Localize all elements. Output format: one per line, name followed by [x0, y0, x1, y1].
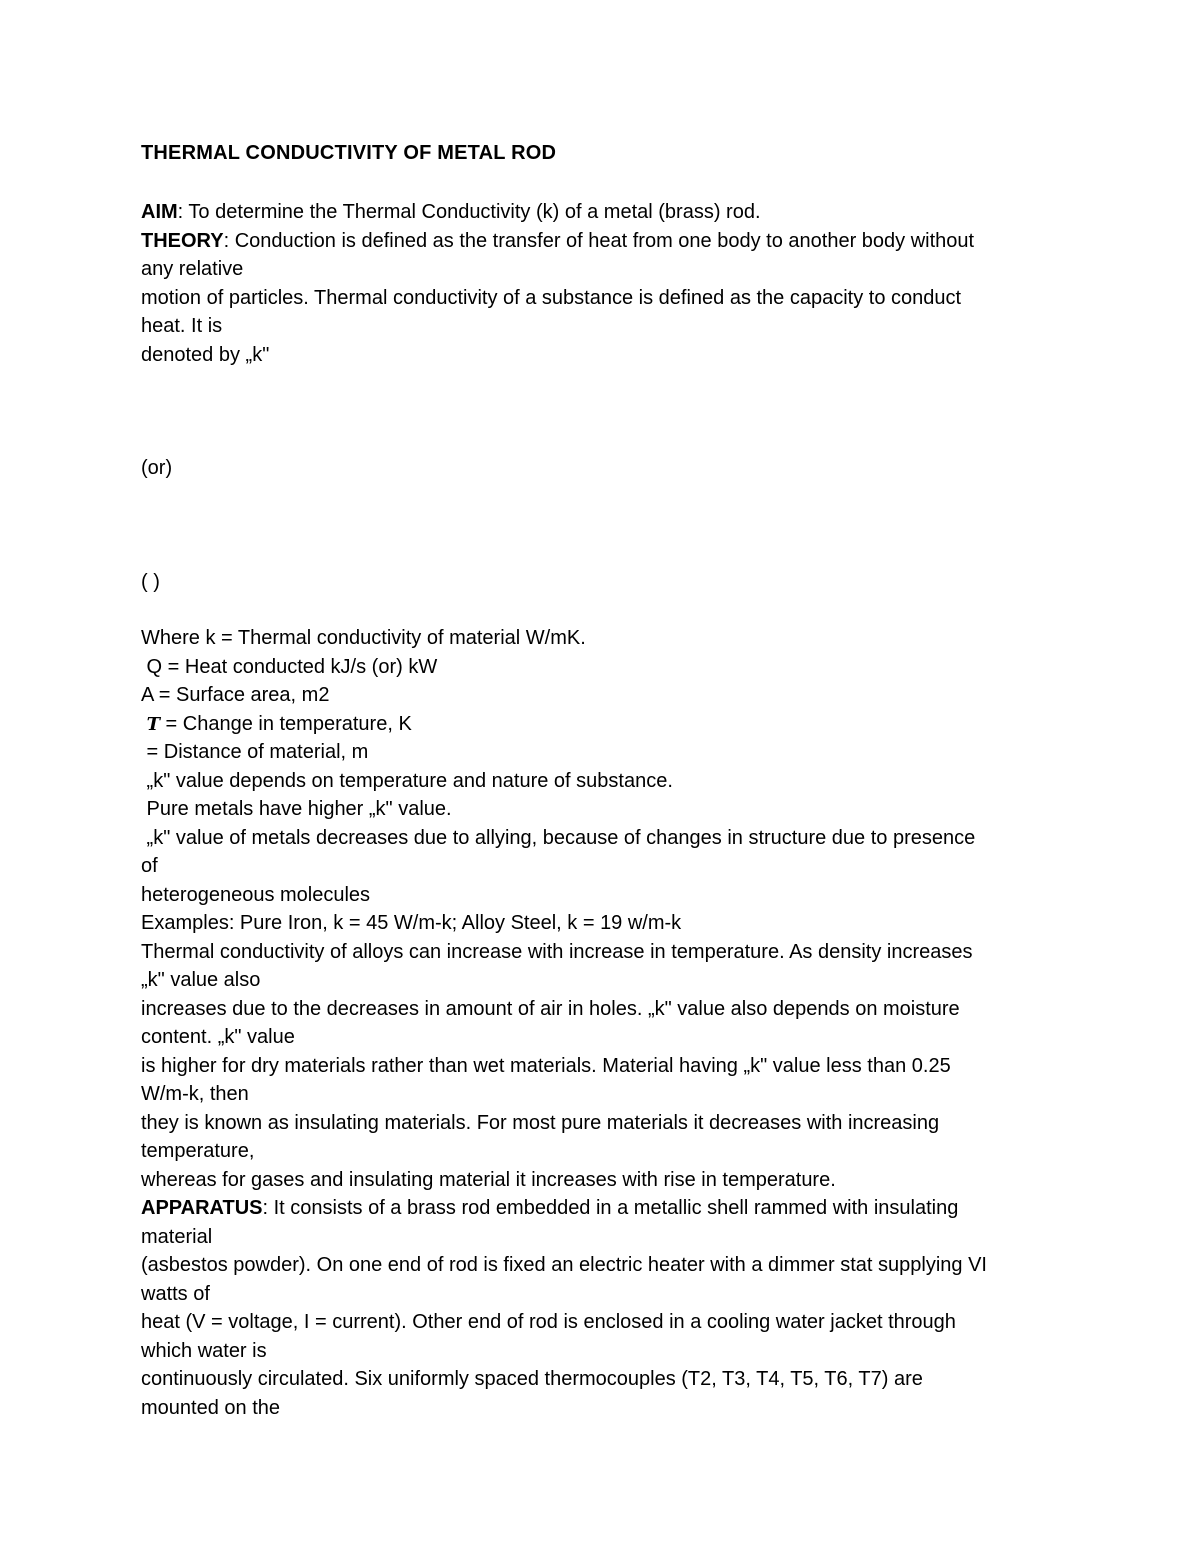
note-line: of [141, 855, 158, 877]
definition-t-text: = Change in temperature, K [159, 712, 412, 735]
note-line: Examples: Pure Iron, k = 45 W/m-k; Alloy Steel, k = 19 w/m-k [141, 912, 682, 934]
note-line: increases due to the decreases in amount of air in holes. „k" value also depends on moisture [141, 997, 960, 1020]
definition-k: Where k = Thermal conductivity of material W/mK. [141, 627, 586, 649]
or-text: (or) [141, 457, 173, 479]
note-line: Pure metals have higher „k" value. [141, 798, 452, 820]
definition-q: Q = Heat conducted kJ/s (or) kW [141, 655, 438, 678]
note-line: Thermal conductivity of alloys can increase with increase in temperature. As density increases [141, 940, 973, 963]
document-body [141, 198, 1071, 1422]
theory-label: THEORY [141, 229, 224, 252]
apparatus-text: : It consists of a brass rod embedded in a metallic shell rammed with insulating [262, 1197, 959, 1219]
page-title: THERMAL CONDUCTIVITY OF METAL ROD [141, 142, 557, 164]
theory-line: heat. It is [141, 315, 223, 337]
note-line: content. „k" value [141, 1026, 295, 1048]
apparatus-line-1 [141, 1194, 1071, 1223]
note-line: „k" value also [141, 969, 261, 991]
theory-line: any relative [141, 258, 244, 280]
apparatus-line: heat (V = voltage, I = current). Other end of rod is enclosed in a cooling water jacket through [141, 1311, 956, 1333]
note-line: „k" value of metals decreases due to allying, because of changes in structure due to presence [141, 826, 976, 849]
theory-line: motion of particles. Thermal conductivity of a substance is defined as the capacity to conduct [141, 286, 962, 309]
apparatus-line: continuously circulated. Six uniformly spaced thermocouples (T2, T3, T4, T5, T6, T7) are [141, 1368, 923, 1390]
apparatus-line: watts of [141, 1282, 210, 1305]
note-line: whereas for gases and insulating material it increases with rise in temperature. [141, 1168, 836, 1191]
note-line: they is known as insulating materials. For most pure materials it decreases with increasing [141, 1111, 940, 1134]
paren-text: ( ) [141, 570, 160, 593]
apparatus-label: APPARATUS [141, 1197, 263, 1219]
temperature-symbol: T [146, 713, 160, 735]
definition-a: A = Surface area, m2 [141, 684, 330, 706]
aim-text: : To determine the Thermal Conductivity (k) of a metal (brass) rod. [177, 201, 761, 223]
theory-line: denoted by „k" [141, 343, 270, 366]
theory-text: : Conduction is defined as the transfer of heat from one body to another body without [223, 229, 975, 252]
theory-line-1 [141, 227, 1071, 256]
apparatus-line: which water is [141, 1339, 267, 1362]
note-line: temperature, [141, 1140, 255, 1162]
aim-paragraph [141, 198, 1071, 227]
apparatus-line: mounted on the [141, 1396, 280, 1419]
definition-t [141, 710, 1071, 739]
note-line: heterogeneous molecules [141, 883, 371, 906]
note-line: „k" value depends on temperature and nature of substance. [141, 769, 673, 792]
apparatus-line: material [141, 1225, 213, 1248]
apparatus-line: (asbestos powder). On one end of rod is fixed an electric heater with a dimmer stat supplying VI [141, 1254, 987, 1276]
note-line: W/m-k, then [141, 1083, 249, 1105]
definition-x: = Distance of material, m [141, 741, 369, 763]
aim-label: AIM [141, 201, 178, 223]
note-line: is higher for dry materials rather than wet materials. Material having „k" value less than 0.25 [141, 1054, 951, 1077]
